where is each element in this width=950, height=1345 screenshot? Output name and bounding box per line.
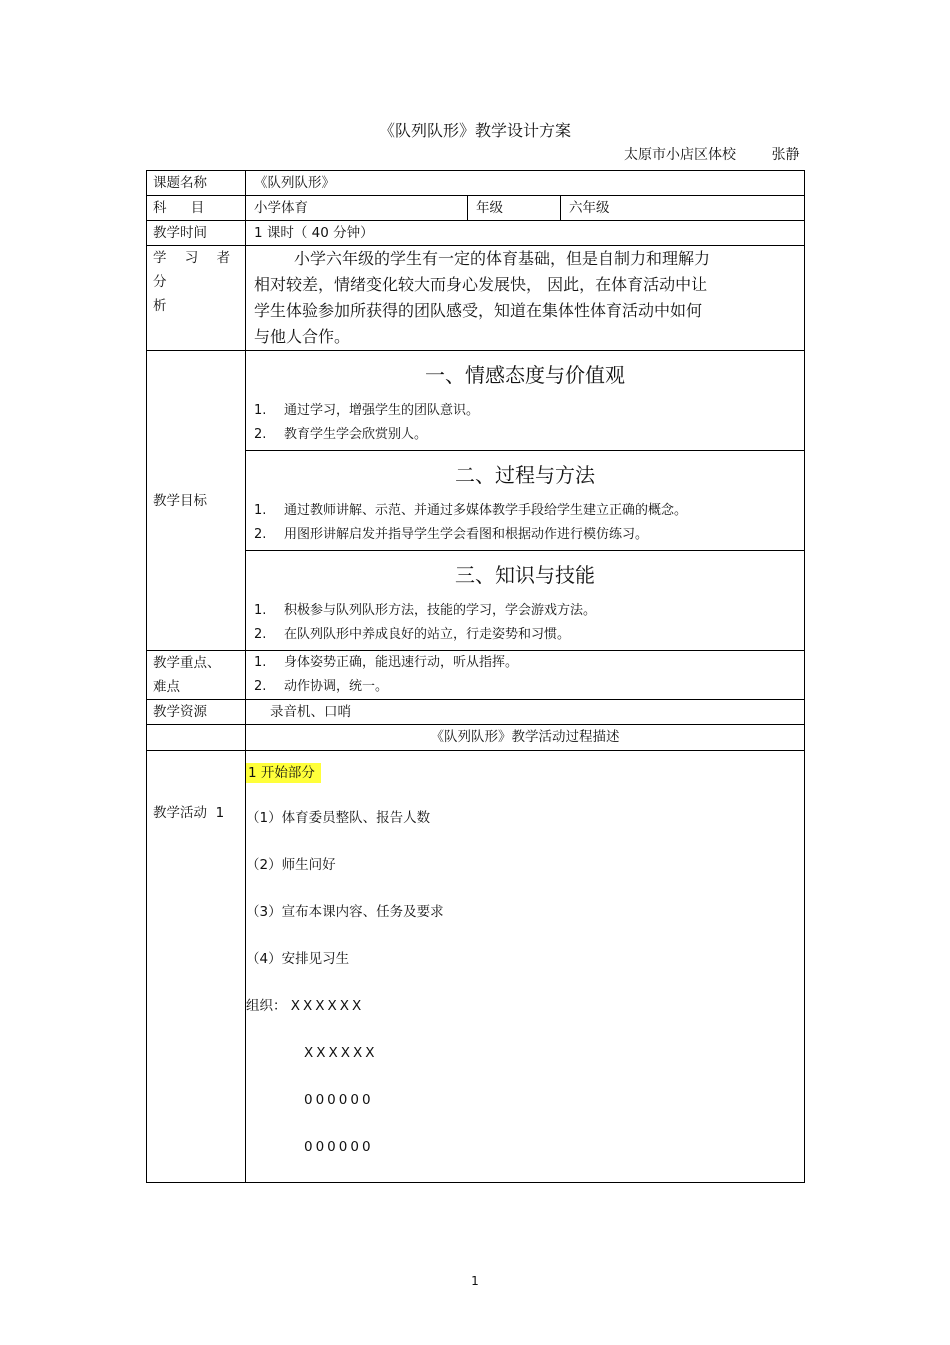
resources-label: 教学资源: [147, 700, 246, 725]
document-title: 《队列队形》教学设计方案: [378, 121, 571, 140]
objective-item: 2. 教育学生学会欣赏别人。: [254, 427, 428, 442]
grade-value: 六年级: [561, 196, 805, 221]
formation-row: 组织： XXXXXX: [246, 998, 365, 1014]
activity-step: （1）体育委员整队、报告人数: [246, 810, 431, 826]
topic-label: 课题名称: [147, 171, 246, 196]
resources-value: 录音机、口哨: [246, 700, 805, 725]
time-label: 教学时间: [147, 221, 246, 246]
objectives-content: [246, 351, 805, 651]
row-objectives: [147, 351, 805, 651]
subject-value: 小学体育: [246, 196, 468, 221]
objective-item: 1. 通过学习，增强学生的团队意识。: [254, 403, 480, 418]
key-point-item: 2. 动作协调，统一。: [254, 679, 389, 694]
objective-heading: 一、情感态度与价值观: [425, 363, 625, 387]
objective-section-process: [246, 450, 804, 550]
key-point-item: 1. 身体姿势正确，能迅速行动，听从指挥。: [254, 655, 519, 670]
activity-step: （4）安排见习生: [246, 951, 350, 967]
objective-section-knowledge: [246, 550, 804, 650]
time-value: 1 课时（ 40 分钟）: [246, 221, 805, 246]
activity-1-content: [246, 751, 805, 1183]
topic-value: 《队列队形》: [246, 171, 805, 196]
activity-step: （2）师生问好: [246, 857, 336, 873]
process-title-empty: [147, 725, 246, 751]
formation-row: 000000: [304, 1139, 374, 1155]
page-number: 1: [471, 1274, 479, 1288]
grade-label: 年级: [468, 196, 561, 221]
row-resources: [147, 700, 805, 725]
row-subject: [147, 196, 805, 221]
objective-item: 2. 用图形讲解启发并指导学生学会看图和根据动作进行模仿练习。: [254, 527, 649, 542]
row-process-title: [147, 725, 805, 751]
activity-step: （3）宣布本课内容、任务及要求: [246, 904, 444, 920]
row-topic: [147, 171, 805, 196]
key-points-content: [246, 651, 805, 700]
row-activity-1: [147, 751, 805, 1183]
objective-item: 1. 通过教师讲解、示范、并通过多媒体教学手段给学生建立正确的概念。: [254, 503, 688, 518]
formation-label: 组织：: [246, 998, 287, 1014]
learner-analysis-text: 小学六年级的学生有一定的体育基础，但是自制力和理解力 相对较差，情绪变化较大而身心发展快， 因此，在体育活动中让 学生体验参加所获得的团队感受，知道在集体性体育活动中如何 与他人合作。: [246, 246, 805, 351]
formation-row: 000000: [304, 1092, 374, 1108]
key-points-label: 教学重点、 难点: [147, 651, 246, 700]
objectives-label: 教学目标: [147, 351, 246, 651]
objective-item: 2. 在队列队形中养成良好的站立，行走姿势和习惯。: [254, 627, 571, 642]
activity-1-label: 教学活动 1: [147, 751, 246, 1183]
formation-row: XXXXXX: [304, 1045, 378, 1061]
objective-heading: 二、过程与方法: [455, 463, 595, 487]
lesson-plan-table: [146, 170, 805, 1183]
subject-label: 科 目: [147, 196, 246, 221]
process-title: 《队列队形》教学活动过程描述: [246, 725, 805, 751]
objective-heading: 三、知识与技能: [455, 563, 595, 587]
objective-section-attitude: [246, 351, 804, 450]
row-key-points: [147, 651, 805, 700]
row-learner-analysis: [147, 246, 805, 351]
row-time: [147, 221, 805, 246]
section-highlight: 1 开始部分: [246, 763, 321, 783]
learner-label: 学 习 者 分 析: [147, 246, 246, 351]
author-line: 太原市小店区体校 张静: [624, 147, 800, 163]
objective-item: 1. 积极参与队列队形方法，技能的学习，学会游戏方法。: [254, 603, 597, 618]
